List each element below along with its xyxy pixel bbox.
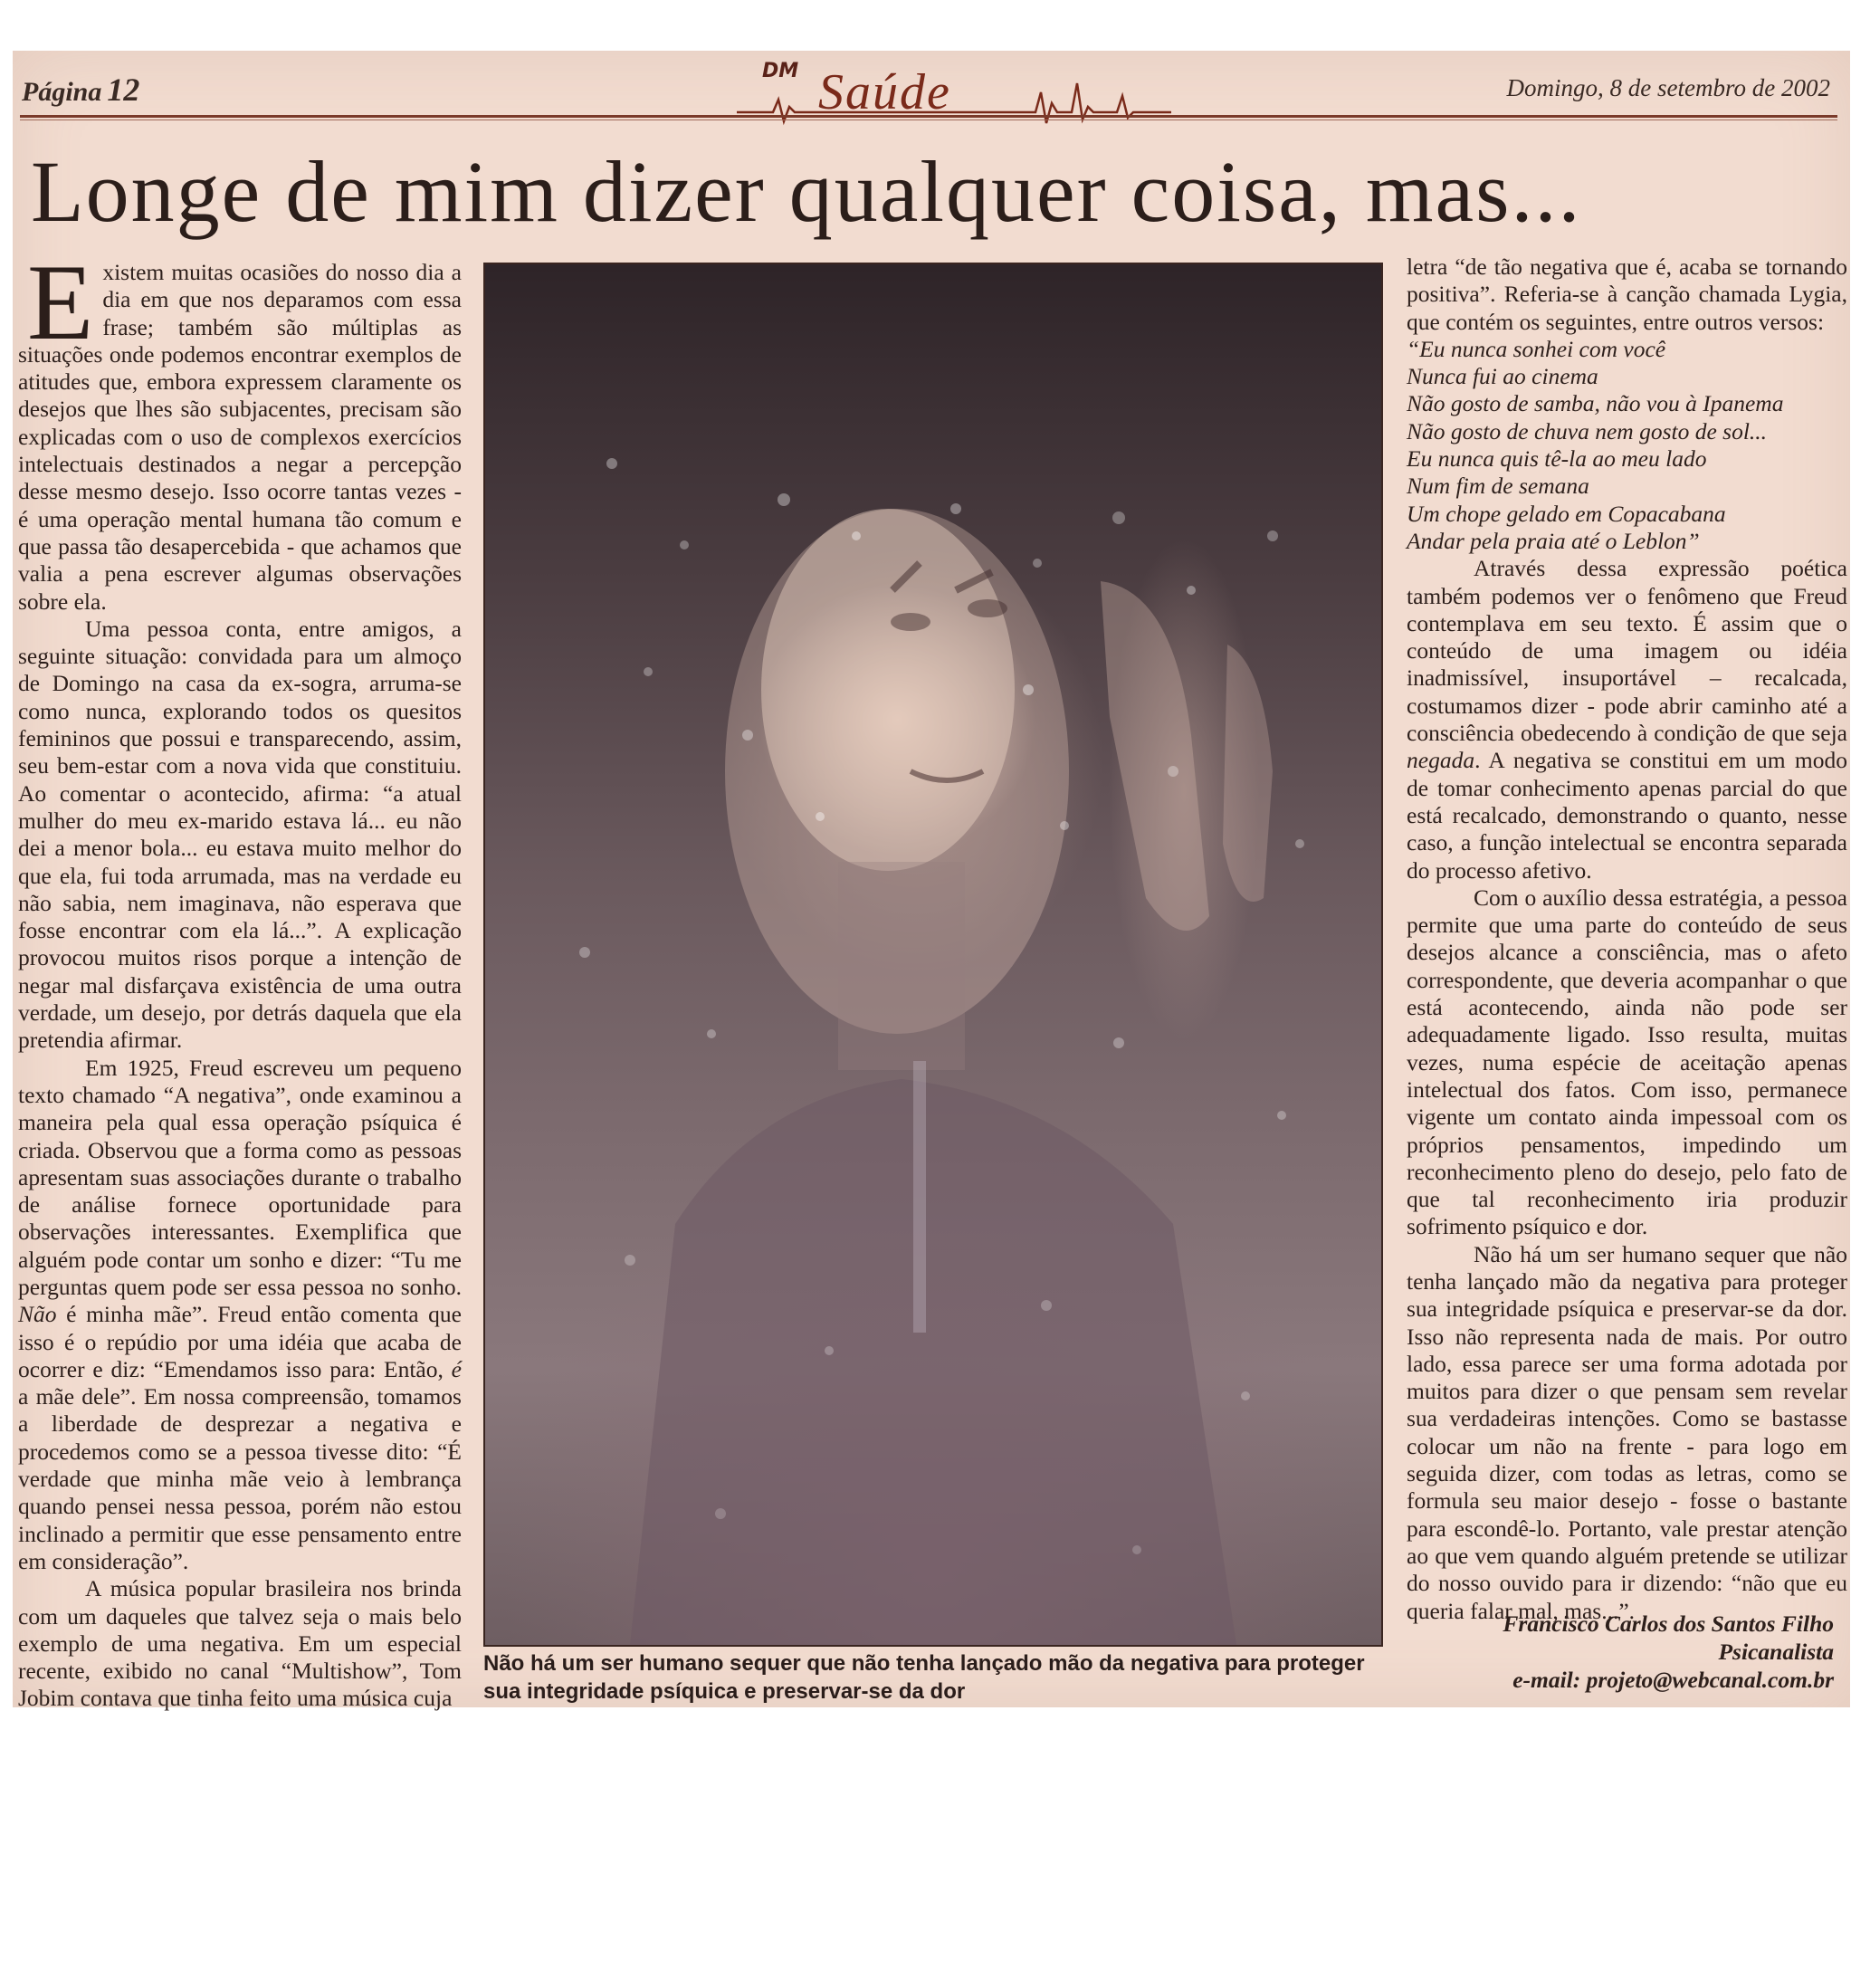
article-column-right — [1407, 253, 1847, 1625]
article-headline: Longe de mim dizer qualquer coisa, mas... — [31, 143, 1582, 240]
lyric-line: Nunca fui ao cinema — [1407, 363, 1598, 390]
article-column-left — [18, 242, 462, 1713]
heartbeat-line-icon — [737, 56, 1171, 129]
paragraph: letra “de tão negativa que é, acaba se tornando positiva”. Referia-se à canção chamada Lygia, que contém os seguintes, entre outros versos: — [1407, 253, 1847, 335]
photo-caption: Não há um ser humano sequer que não tenha lançado mão da negativa para proteger sua integridade psíquica e preservar-se da dor — [483, 1651, 1365, 1704]
lyric-line: “Eu nunca sonhei com você — [1407, 335, 1666, 362]
song-lyrics — [1407, 336, 1847, 555]
page-header — [13, 51, 1850, 123]
masthead-section-title: Saúde — [818, 64, 951, 120]
paragraph: Em 1925, Freud escreveu um pequeno texto chamado “A negativa”, onde examinou a maneira pela qual essa operação psíquica é criada. Observou que a forma como as pessoas apresentam suas associações durante o trabalho de análise fornece oportunidade para observações interessantes. Exemplifica que alguém pode contar um sonho e dizer: “Tu me perguntas quem pode ser essa pessoa no sonho. Não é minha mãe”. Freud então comenta que isso é o repúdio por uma idéia que acaba de ocorrer e diz: “Emendamos isso para: Então, é a mãe dele”. Em nossa compreensão, tomamos a liberdade de desprezar a negativa e procedemos como se a pessoa tivesse dito: “É verdade que minha mãe veio à lembrança quando pensei nessa pessoa, porém não estou inclinado a permitir que esse pensamento entre em consideração”. — [18, 1054, 462, 1574]
page-label: Página — [22, 77, 102, 107]
header-divider — [20, 115, 1837, 118]
section-masthead — [737, 56, 1171, 129]
masthead-brand: DM — [762, 60, 799, 82]
header-divider-thin — [20, 119, 1837, 120]
author-name: Francisco Carlos dos Santos Filho — [1503, 1610, 1834, 1637]
paragraph: Com o auxílio dessa estratégia, a pessoa permite que uma parte do conteúdo de seus desejos alcance a consciência, mas o afeto correspondente, que deveria acompanhar o que está acontecendo, ainda não pode ser adequadamente ligado. Isso resulta, muitas vezes, numa espécie de aceitação apenas intelectual dos fatos. Com isso, permanece vigente um contato ainda impessoal com os próprios pensamentos, impedindo um reconhecimento pleno do desejo, pelo fato de que tal reconhecimento iria produzir sofrimento psíquico e dor. — [1407, 884, 1847, 1240]
lyric-line: Um chope gelado em Copacabana — [1407, 500, 1726, 527]
author-email: e-mail: projeto@webcanal.com.br — [1512, 1667, 1834, 1693]
paragraph: Existem muitas ocasiões do nosso dia a dia em que nos deparamos com essa frase; também são múltiplas as situações onde podemos encontrar exemplos de atitudes que, embora expressem claramente os desejos que lhes são subjacentes, precisam são explicadas com o uso de complexos exercícios intelectuais destinados a negar a percepção desse mesmo desejo. Isso ocorre tantas vezes - é uma operação mental humana tão comum e que passa tão desapercebida - que achamos que valia a pena escrever algumas observações sobre ela. — [18, 242, 462, 615]
lyric-line: Eu nunca quis tê-la ao meu lado — [1407, 445, 1707, 473]
lyric-line: Não gosto de samba, não vou à Ipanema — [1407, 390, 1784, 417]
paragraph: Uma pessoa conta, entre amigos, a seguinte situação: convidada para um almoço de Domingo na casa da ex-sogra, arruma-se como nunca, explorando todos os quesitos femininos que possui e transparecendo, assim, seu bem-estar com a nova vida que constituiu. Ao comentar o acontecido, afirma: “a atual mulher do meu ex-marido estava lá... eu não dei a menor bola... eu estava muito melhor do que ela, fui toda arrumada, mas na verdade eu não sabia, nem imaginava, não esperava que fosse encontrar com ela lá...”. A explicação provocou muitos risos porque a intenção de negar mal disfarçava existência de uma outra verdade, um desejo, por detrás daquela que ela pretendia afirmar. — [18, 615, 462, 1054]
newspaper-page — [13, 51, 1850, 1712]
paragraph: A música popular brasileira nos brinda com um daqueles que talvez seja o mais belo exemplo de uma negativa. Em um especial recente, exibido no canal “Multishow”, Tom Jobim contava que tinha feito uma música cuja — [18, 1575, 462, 1712]
article-byline — [1503, 1610, 1834, 1694]
page-number — [22, 71, 139, 109]
lyric-line: Num fim de semana — [1407, 473, 1589, 500]
issue-date: Domingo, 8 de setembro de 2002 — [1506, 74, 1830, 101]
paragraph: Através dessa expressão poética também podemos ver o fenômeno que Freud contemplava em seu texto. É assim que o conteúdo de uma imagem ou idéia inadmissível, insuportável – recalcada, costumamos dizer - pode abrir caminho até a consciência obedecendo à condição de que seja negada. A negativa se constitui em um modo de tomar conhecimento apenas parcial do que está recalcado, demonstrando o quanto, nesse caso, a função intelectual se encontra separada do processo afetivo. — [1407, 555, 1847, 884]
author-role: Psicanalista — [1718, 1639, 1834, 1665]
lyric-line: Não gosto de chuva nem gosto de sol... — [1407, 417, 1768, 444]
article-photo — [483, 263, 1383, 1647]
page-number-value: 12 — [107, 72, 140, 108]
drop-cap: E — [27, 242, 94, 362]
lyric-line: Andar pela praia até o Leblon” — [1407, 527, 1700, 554]
paragraph: Não há um ser humano sequer que não tenha lançado mão da negativa para proteger sua integridade psíquica e preservar-se da dor. Isso não representa nada de mais. Por outro lado, essa parece ser uma forma adotada por muitos para dizer o que pensam sem revelar sua verdadeiras intenções. Como se bastasse colocar um não na frente - para logo em seguida dizer, com todas as letras, como se formula seu maior desejo - fosse o bastante para escondê-lo. Portanto, vale prestar atenção ao que vem quando alguém pretende se utilizar do nosso ouvido para ir dizendo: “não que eu queria falar mal, mas...”. — [1407, 1240, 1847, 1624]
rain-window-portrait-image — [485, 264, 1381, 1645]
